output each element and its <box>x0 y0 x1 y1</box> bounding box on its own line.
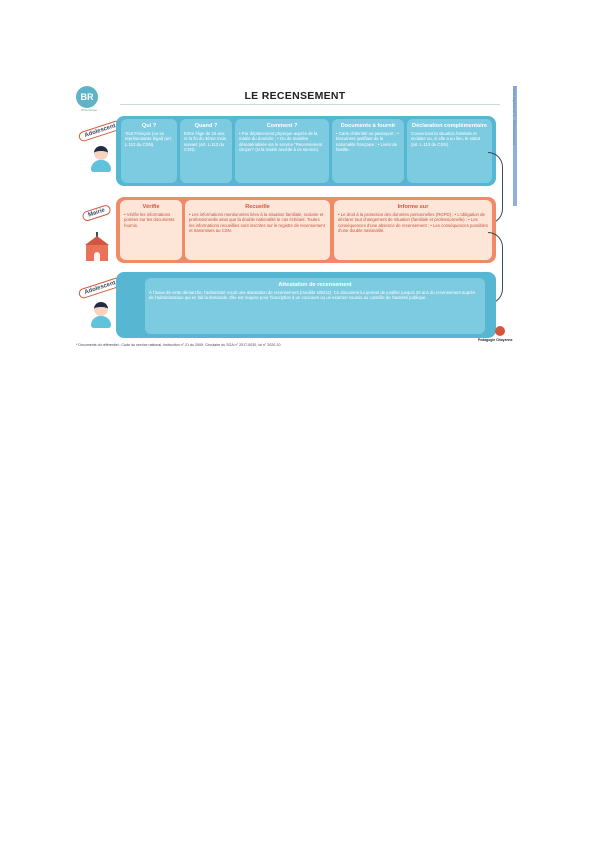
card-text: Concernant la situation familiale et scolaire ou, si elle a eu lieu, le statut (art. L.113 du CSN). <box>411 131 481 147</box>
card-text: Tout Français (ou sa représentante légal) (art. L.113 du CSN). <box>125 131 173 147</box>
footnote: * Documents du référentiel : Code du service national, Instruction n° 21 du 2009, Circulaire du SGA n° 2017-0030, loi n° 2020-20 <box>76 343 281 347</box>
card-text: À l'issue de cette démarche, l'administré reçoit une attestation de recensement (modèle 106/12). Ce document lui permet de justifier jusqu'à 25 ans du recensement auprès de l'administration qui en fait la demande. Elle est requise pour l'inscription à un concours ou un examen soumis au contrôle de l'autorité publique. <box>149 290 476 301</box>
card-text: • Carte d'identité ou passeport ; • Document justifiant de la nationalité française ; • Livret de famille. <box>336 131 399 152</box>
side-caption: Fiche repère n° 1 · Recensement <box>512 86 517 145</box>
card-recueille <box>185 200 330 260</box>
card-title: Comment ? <box>266 123 298 129</box>
card-text: • Par déplacement physique auprès de la mairie du domicile ; • Ou de manière dématérialisée via le service "Recensement citoyen" (si la mairie accède à ce service). <box>239 131 323 152</box>
townhall-icon <box>82 232 112 262</box>
adolescent-avatar-icon <box>88 298 114 328</box>
role-tag-mairie: Mairie <box>81 204 112 223</box>
card-title: Qui ? <box>141 123 157 129</box>
adolescent-avatar-icon <box>88 142 114 172</box>
card-title: Attestation de recensement <box>278 282 352 288</box>
role-tag-adolescent: Adolescent <box>78 119 123 142</box>
logo-badge <box>76 86 98 108</box>
card-text: • Les informations mentionnées liées à la situation familiale, scolaire et professionnelle ainsi que la double nationalité le cas échéant. Toutes les informations recueillies sont inscrites sur le registre de recensement et transmises au CSN. <box>189 212 325 233</box>
card-comment <box>235 119 329 183</box>
card-title: Informe sur <box>397 204 429 210</box>
card-title: Recueille <box>245 204 270 210</box>
card-text: Entre l'âge de 16 ans et la fin du 3ème mois suivant (art. L.113 du CSN). <box>184 131 227 152</box>
credit-text: Pedagogie Citoyenne <box>478 338 513 342</box>
author-avatar-icon <box>495 326 505 336</box>
card-title: Documents à fournir <box>340 123 396 129</box>
title-divider <box>120 104 500 105</box>
logo-text: BR <box>80 92 94 102</box>
logo-subtitle: bibliothèque <box>80 108 98 112</box>
card-informe <box>334 200 492 260</box>
card-declaration <box>407 119 492 183</box>
card-text: • Le droit à la protection des données personnelles (RGPD) ; • L'obligation de déclarer tout changement de situation (familiale et professionnelle) ; • Les conséquences d'une absence de recensement ; • Les conséquences possibles d'une double nationalité. <box>338 212 488 233</box>
card-attestation <box>145 278 485 334</box>
card-verifie <box>120 200 182 260</box>
page-title: LE RECENSEMENT <box>244 90 346 102</box>
card-text: • Vérifie les informations portées sur les documents fournis. <box>124 212 175 228</box>
card-quand <box>180 119 232 183</box>
card-title: Vérifie <box>142 204 160 210</box>
card-title: Déclaration complémentaire <box>412 123 487 129</box>
role-tag-adolescent-2: Adolescent <box>78 276 123 299</box>
card-title: Quand ? <box>194 123 218 129</box>
card-documents <box>332 119 404 183</box>
card-qui <box>121 119 177 183</box>
